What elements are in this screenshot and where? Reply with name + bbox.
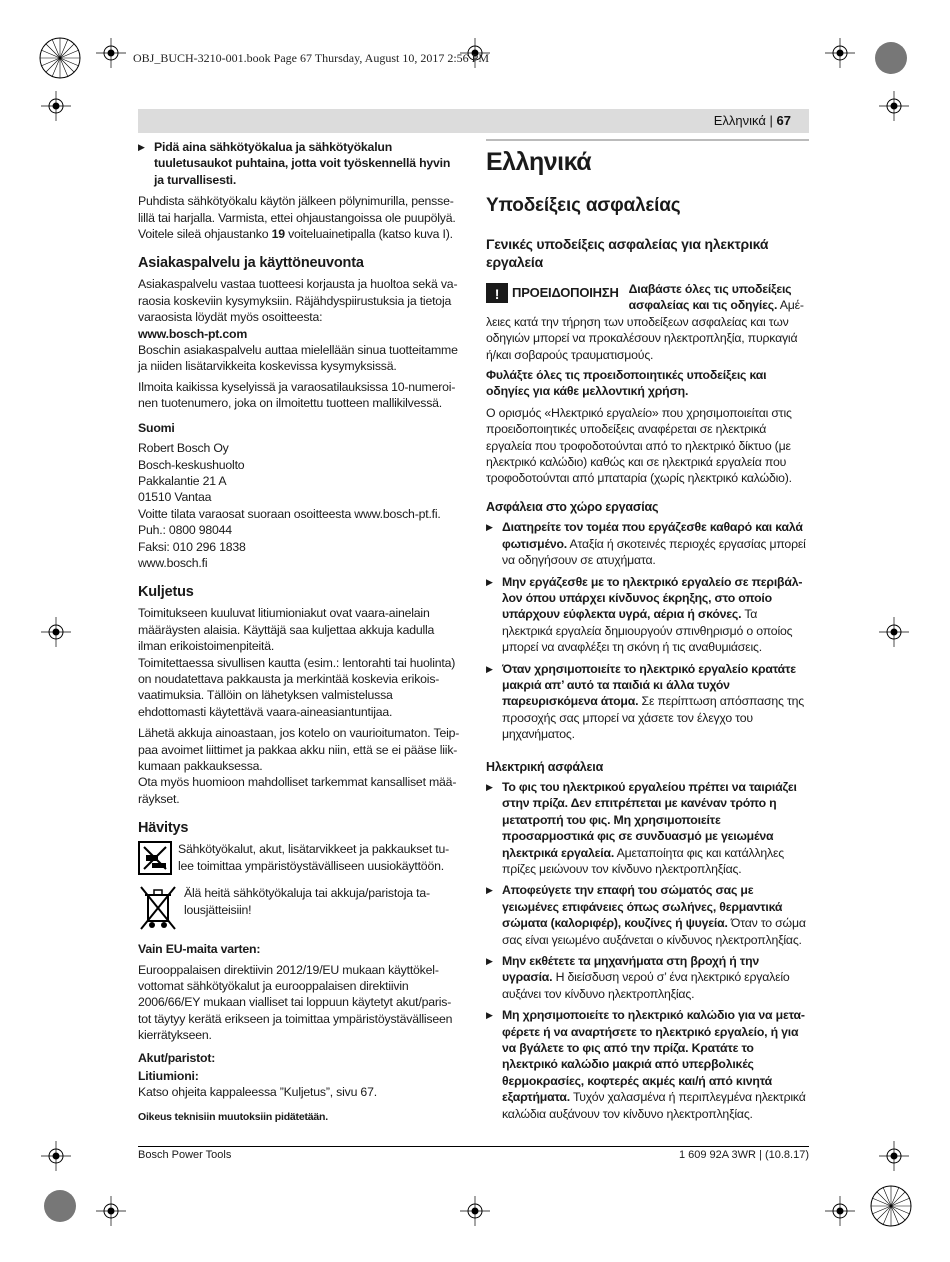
bullet-arrow-icon: ▶: [138, 142, 145, 152]
header-language: Ελληνικά: [713, 113, 766, 128]
registration-mark-top-right: [869, 36, 913, 80]
cleaning-text-a: Puhdista sähkötyökalu käytön jälkeen pölynimurilla, pensselillä tai harjalla. Varmista, ettei ohjaustangoissa ole puupölyä. Voitele sileä ohjaustanko: [138, 194, 456, 242]
bullet-work-area: [486, 574, 809, 656]
registration-mark-bottom-right: [869, 1184, 913, 1228]
crosshair-top-left: [96, 38, 126, 68]
crosshair-bottom-center: [460, 1196, 490, 1226]
paragraph-cleaning: [138, 193, 460, 242]
paragraph-lithium-ion: Katso ohjeita kappaleessa ”Kuljetus”, sivu 67.: [138, 1085, 377, 1100]
warning-triangle-icon: !: [486, 283, 508, 303]
paragraph-transport-1: Toimitukseen kuuluvat litiumioniakut ovat vaara-ainelain määräysten alaisia. Käyttäjä saa kuljettaa akkuja kadulla ilman erikoistoimenpiteitä.: [138, 606, 435, 654]
heading-disposal: Hävitys: [138, 820, 189, 837]
bullet-text: Τυχόν χαλασμένα ή περιπλεγμένα ηλεκτρικά καλώδια αυξάνουν τον κίνδυνο ηλεκτροπληξίας.: [502, 1090, 806, 1121]
crosshair-left-lower: [41, 1141, 71, 1171]
recycle-tools-icon: [138, 841, 172, 875]
page-number: 67: [776, 113, 791, 128]
heading-transport: Kuljetus: [138, 584, 194, 601]
bullet-arrow-icon: ▶: [486, 885, 493, 896]
bullet-bold: Μην εργάζεσθε με το ηλεκτρικό εργαλείο σε περιβάλλον όπου υπάρχει κίνδυνος έκρηξης, στο οποίο υπάρχουν εύφλεκτα υγρά, αέρια ή σκόνες.: [502, 574, 803, 622]
disposal-text-1: Sähkötyökalut, akut, lisätarvikkeet ja pakkaukset tulee toimittaa ympäristöystävälliseen uusiokäyttöön.: [178, 842, 450, 873]
address-block: [138, 440, 460, 571]
warning-word: ΠΡΟΕΙΔΟΠΟΙΗΣΗ: [512, 284, 619, 300]
heading-customer-service: Asiakaspalvelu ja käyttöneuvonta: [138, 255, 364, 272]
service-text: Asiakaspalvelu vastaa tuotteesi korjausta ja huoltoa sekä varaosia koskeviin kysymyksiin. Räjähdyspiirustuksia ja tietoja varaosista löydät myös osoitteesta:: [138, 277, 458, 325]
bullet-bold: Μη χρησιμοποιείτε το ηλεκτρικό καλώδιο για να μεταφέρετε ή να αναρτήσετε το ηλεκτρικό εργαλείο, ή για να βγάλετε το φις από την πρίζα. Κρατάτε το ηλεκτρικό καλώδιο μακριά από υπερβολικές θερμοκρασίες, κοφτερές ακμές και/ή από κινητά εξαρτήματα.: [502, 1008, 805, 1105]
footer-brand: Bosch Power Tools: [138, 1149, 232, 1161]
right-column: [486, 139, 809, 1127]
crossed-bin-icon: [138, 883, 178, 933]
running-header: [714, 113, 791, 128]
address-line: Faksi: 010 296 1838: [138, 539, 246, 554]
warning-badge: [486, 283, 619, 303]
crosshair-right-middle: [879, 617, 909, 647]
bullet-arrow-icon: ▶: [486, 956, 493, 967]
warning-text: Αμέλειες κατά την τήρηση των υποδείξεων ασφαλείας και των οδηγιών μπορεί να προκαλέσουν ηλεκτροπληξία, πυρκαγιά ή/και σοβαρούς τραυματισμούς.: [486, 298, 805, 362]
registration-mark-bottom-left: [38, 1184, 82, 1228]
crosshair-bottom-right: [825, 1196, 855, 1226]
bullet-electrical: [486, 882, 809, 948]
bullet-cleaning: [138, 139, 460, 188]
bullet-bold: Όταν χρησιμοποιείτε το ηλεκτρικό εργαλείο κρατάτε μακριά απ’ αυτό τα παιδιά κι άλλα τυχόν παρευρισκόμενα άτομα.: [502, 661, 796, 709]
heading-work-area-safety: Ασφάλεια στο χώρο εργασίας: [486, 499, 659, 514]
paragraph-transport-3: Lähetä akkuja ainoastaan, jos kotelo on vaurioitumaton. Teippaa avoimet liittimet ja pakkaa akku niin, että se ei pääse liikkumaan pakkauksessa.: [138, 726, 460, 773]
crosshair-right-lower: [879, 1141, 909, 1171]
warning-bold-text: Διαβάστε όλες τις υποδείξεις ασφαλείας και τις οδηγίες.: [628, 282, 792, 313]
paragraph-transport-4: Ota myös huomioon mahdolliset tarkemmat kansalliset määräykset.: [138, 775, 457, 806]
service-url: www.bosch-pt.com: [138, 326, 248, 341]
language-title: Ελληνικά: [486, 148, 592, 176]
bullet-text: Η διείσδυση νερού σ’ ένα ηλεκτρικό εργαλείο αυξάνει τον κίνδυνο ηλεκτροπληξίας.: [502, 970, 790, 1001]
address-line: Voitte tilata varaosat suoraan osoitteesta www.bosch-pt.fi.: [138, 506, 441, 521]
heading-lithium-ion: Litiumioni:: [138, 1069, 199, 1084]
heading-safety-notes: Υποδείξεις ασφαλείας: [486, 195, 681, 216]
page-header: [138, 109, 809, 133]
bullet-cleaning-text: Pidä aina sähkötyökalua ja sähkötyökalun tuuletusaukot puhtaina, jotta voit työskennellä hyvin ja turvallisesti.: [154, 140, 451, 187]
address-line: www.bosch.fi: [138, 555, 208, 570]
bullet-arrow-icon: ▶: [486, 576, 493, 587]
bullet-text: Αμεταποίητα φις και κατάλληλες πρίζες μειώνουν τον κίνδυνο ηλεκτροπληξίας.: [502, 845, 785, 876]
heading-general-safety: Γενικές υποδείξεις ασφαλείας για ηλεκτρικά εργαλεία: [486, 236, 769, 270]
print-slug: OBJ_BUCH-3210-001.book Page 67 Thursday, August 10, 2017 2:56 PM: [133, 51, 490, 65]
paragraph-term-definition: Ο ορισμός «Ηλεκτρικό εργαλείο» που χρησιμοποιείται στις προειδοποιητικές υποδείξεις αναφέρεται σε ηλεκτρικά εργαλεία που τροφοδοτούνται από το ηλεκτρικό δίκτυο (με ηλεκτρικό καλώδιο) καθώς και σε ηλεκτρικά εργαλεία που τροφοδοτούνται από μπαταρία (χωρίς ηλεκτρικό καλώδιο).: [486, 405, 792, 486]
disposal-text-2: Älä heitä sähkötyökaluja tai akkuja/paristoja talousjätteisiin!: [184, 886, 431, 917]
bullet-work-area: [486, 661, 809, 743]
heading-eu-only: Vain EU-maita varten:: [138, 942, 261, 957]
technical-changes-note: Oikeus teknisiin muutoksiin pidätetään.: [138, 1110, 328, 1123]
address-line: 01510 Vantaa: [138, 490, 212, 505]
header-separator: |: [765, 113, 777, 128]
bullet-bold: Διατηρείτε τον τομέα που εργάζεσθε καθαρό και καλά φωτισμένο.: [502, 520, 803, 551]
address-line: Bosch-keskushuolto: [138, 457, 245, 472]
bullet-bold: Αποφεύγετε την επαφή του σώματός σας με γειωμένες επιφάνειες όπως σωλήνες, θερμαντικά σώματα (καλοριφέρ), κουζίνες ή ψυγεία.: [502, 883, 783, 931]
bullet-arrow-icon: ▶: [486, 522, 493, 533]
paragraph-transport-2: Toimitettaessa sivullisen kautta (esim.: lentorahti tai huolinta) on noudatettava pakkausta ja merkintää koskevia erikoisvaatimuksia. Tällöin on lähetyksen valmistelussa ehdottomasti käytettävä vaara-aineasiantuntijaa.: [138, 655, 456, 719]
address-line: Robert Bosch Oy: [138, 441, 229, 456]
bullet-text: Όταν το σώμα σας είναι γειωμένο αυξάνεται ο κίνδυνος ηλεκτροπληξίας.: [502, 916, 806, 947]
address-line: Pakkalantie 21 A: [138, 473, 227, 488]
bullet-electrical: [486, 953, 809, 1002]
bullet-text: Σε περίπτωση απόσπασης της προσοχής σας μπορεί να χάσετε τον έλεγχο του μηχανήματος.: [502, 694, 804, 742]
footer-rule: [138, 1146, 809, 1147]
section-rule: [486, 139, 809, 141]
bullet-work-area: [486, 519, 809, 568]
disposal-recycle-row: [138, 841, 460, 875]
disposal-bin-row: [138, 883, 460, 933]
bullet-electrical: [486, 779, 809, 877]
footer-doc-number: 1 609 92A 3WR | (10.8.17): [678, 1149, 809, 1161]
bullet-text: Τα ηλεκτρικά εργαλεία δημιουργούν σπινθηρισμό ο οποίος μπορεί να αναφλέξει τη σκόνη ή τις αναθυμιάσεις.: [502, 607, 793, 655]
bullet-arrow-icon: ▶: [486, 781, 493, 792]
bullet-text: Αταξία ή σκοτεινές περιοχές εργασίας μπορεί να οδηγήσουν σε ατυχήματα.: [502, 536, 806, 568]
bullet-arrow-icon: ▶: [486, 1010, 493, 1021]
address-line: Puh.: 0800 98044: [138, 523, 232, 538]
crosshair-left-upper: [41, 91, 71, 121]
crosshair-top-right: [825, 38, 855, 68]
crosshair-bottom-left: [96, 1196, 126, 1226]
left-column: [138, 139, 460, 1125]
keep-instructions-text: Φυλάξτε όλες τις προειδοποιητικές υποδείξεις και οδηγίες για κάθε μελλοντική χρήση.: [486, 368, 767, 399]
paragraph-eu: Eurooppalaisen direktiivin 2012/19/EU mukaan käyttökelvottomat sähkötyökalut ja eurooppalaisen direktiivin 2006/66/EY mukaan vialliset tai loppuun käytetyt akut/paristot täytyy kerätä erikseen ja toimittaa ympäristöystävälliseen kierrätykseen.: [138, 962, 453, 1043]
keep-instructions: [486, 367, 809, 400]
cleaning-text-b: voiteluainetipalla (katso kuva I).: [284, 227, 453, 242]
bullet-bold: Μην εκθέτετε τα μηχανήματα στη βροχή ή την υγρασία.: [502, 954, 760, 985]
bullet-arrow-icon: ▶: [486, 663, 493, 674]
crosshair-right-upper: [879, 91, 909, 121]
bullet-electrical: [486, 1007, 809, 1122]
country-label: Suomi: [138, 420, 175, 435]
paragraph-service: [138, 276, 460, 374]
warning-block: [486, 281, 809, 363]
heading-batteries: Akut/paristot:: [138, 1050, 216, 1065]
service-text-2: Boschin asiakaspalvelu auttaa mielellään sinua tuotteitamme ja niiden lisätarvikkeita koskevissa kysymyksissä.: [138, 343, 458, 374]
registration-mark-top-left: [38, 36, 82, 80]
cleaning-ref-number: 19: [271, 227, 285, 242]
bullet-bold: Το φις του ηλεκτρικού εργαλείου πρέπει να ταιριάζει στην πρίζα. Δεν επιτρέπεται με κανέναν τρόπο η μετατροπή του φις. Μη χρησιμοποιείτε προσαρμοστικά φις σε συνδυασμό με γειωμένα ηλεκτρικά εργαλεία.: [502, 779, 797, 860]
crosshair-left-middle: [41, 617, 71, 647]
paragraph-service-3: Ilmoita kaikissa kyselyissä ja varaosatilauksissa 10-numeroinen tuotenumero, joka on ilmoitettu tuotteen mallikilvessä.: [138, 379, 456, 411]
heading-electrical-safety: Ηλεκτρική ασφάλεια: [486, 759, 604, 774]
